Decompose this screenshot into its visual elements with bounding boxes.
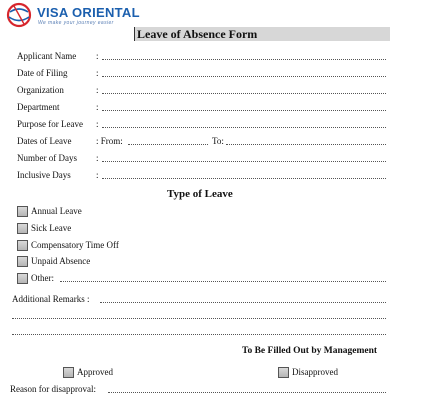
date-of-filing-label: Date of Filing <box>17 68 68 78</box>
applicant-name-field[interactable] <box>102 59 386 60</box>
field-colon: : <box>96 85 99 95</box>
sick-leave-checkbox[interactable] <box>17 223 28 234</box>
unpaid-absence-label: Unpaid Absence <box>31 256 91 266</box>
purpose-field[interactable] <box>102 127 386 128</box>
from-date-field[interactable] <box>128 144 208 145</box>
remarks-label: Additional Remarks : <box>12 294 90 304</box>
brand-name: VISA ORIENTAL <box>37 5 140 20</box>
number-of-days-label: Number of Days <box>17 153 77 163</box>
remarks-line-2[interactable] <box>12 318 386 319</box>
field-colon: : <box>96 119 99 129</box>
to-date-field[interactable] <box>226 144 386 145</box>
field-colon: : <box>96 170 99 180</box>
compensatory-checkbox[interactable] <box>17 240 28 251</box>
other-checkbox[interactable] <box>17 273 28 284</box>
type-of-leave-heading: Type of Leave <box>167 188 233 200</box>
remarks-line-1[interactable] <box>100 302 386 303</box>
field-colon: : <box>96 68 99 78</box>
applicant-name-label: Applicant Name <box>17 51 77 61</box>
field-colon: : <box>96 51 99 61</box>
remarks-line-3[interactable] <box>12 334 386 335</box>
inclusive-days-label: Inclusive Days <box>17 170 71 180</box>
organization-label: Organization <box>17 85 64 95</box>
dates-of-leave-label: Dates of Leave <box>17 136 72 146</box>
disapproved-checkbox[interactable] <box>278 367 289 378</box>
compensatory-label: Compensatory Time Off <box>31 240 119 250</box>
disapproved-label: Disapproved <box>292 367 338 377</box>
purpose-label: Purpose for Leave <box>17 119 83 129</box>
sick-leave-label: Sick Leave <box>31 223 72 233</box>
number-of-days-field[interactable] <box>102 161 386 162</box>
approved-checkbox[interactable] <box>63 367 74 378</box>
inclusive-days-field[interactable] <box>102 178 386 179</box>
organization-field[interactable] <box>102 93 386 94</box>
unpaid-absence-checkbox[interactable] <box>17 256 28 267</box>
from-label: : From: <box>96 136 123 146</box>
brand-tagline: We make your journey easier <box>38 20 114 26</box>
reason-label: Reason for disapproval: <box>10 384 96 394</box>
field-colon: : <box>96 153 99 163</box>
field-colon: : <box>96 102 99 112</box>
annual-leave-label: Annual Leave <box>31 206 82 216</box>
annual-leave-checkbox[interactable] <box>17 206 28 217</box>
to-label: To: <box>212 136 224 146</box>
form-title: Leave of Absence Form <box>134 27 277 41</box>
management-heading: To Be Filled Out by Management <box>242 346 378 356</box>
other-label: Other: <box>31 273 54 283</box>
department-field[interactable] <box>102 110 386 111</box>
department-label: Department <box>17 102 60 112</box>
other-field[interactable] <box>60 281 386 282</box>
reason-field[interactable] <box>108 392 386 393</box>
date-of-filing-field[interactable] <box>102 76 386 77</box>
approved-label: Approved <box>77 367 113 377</box>
